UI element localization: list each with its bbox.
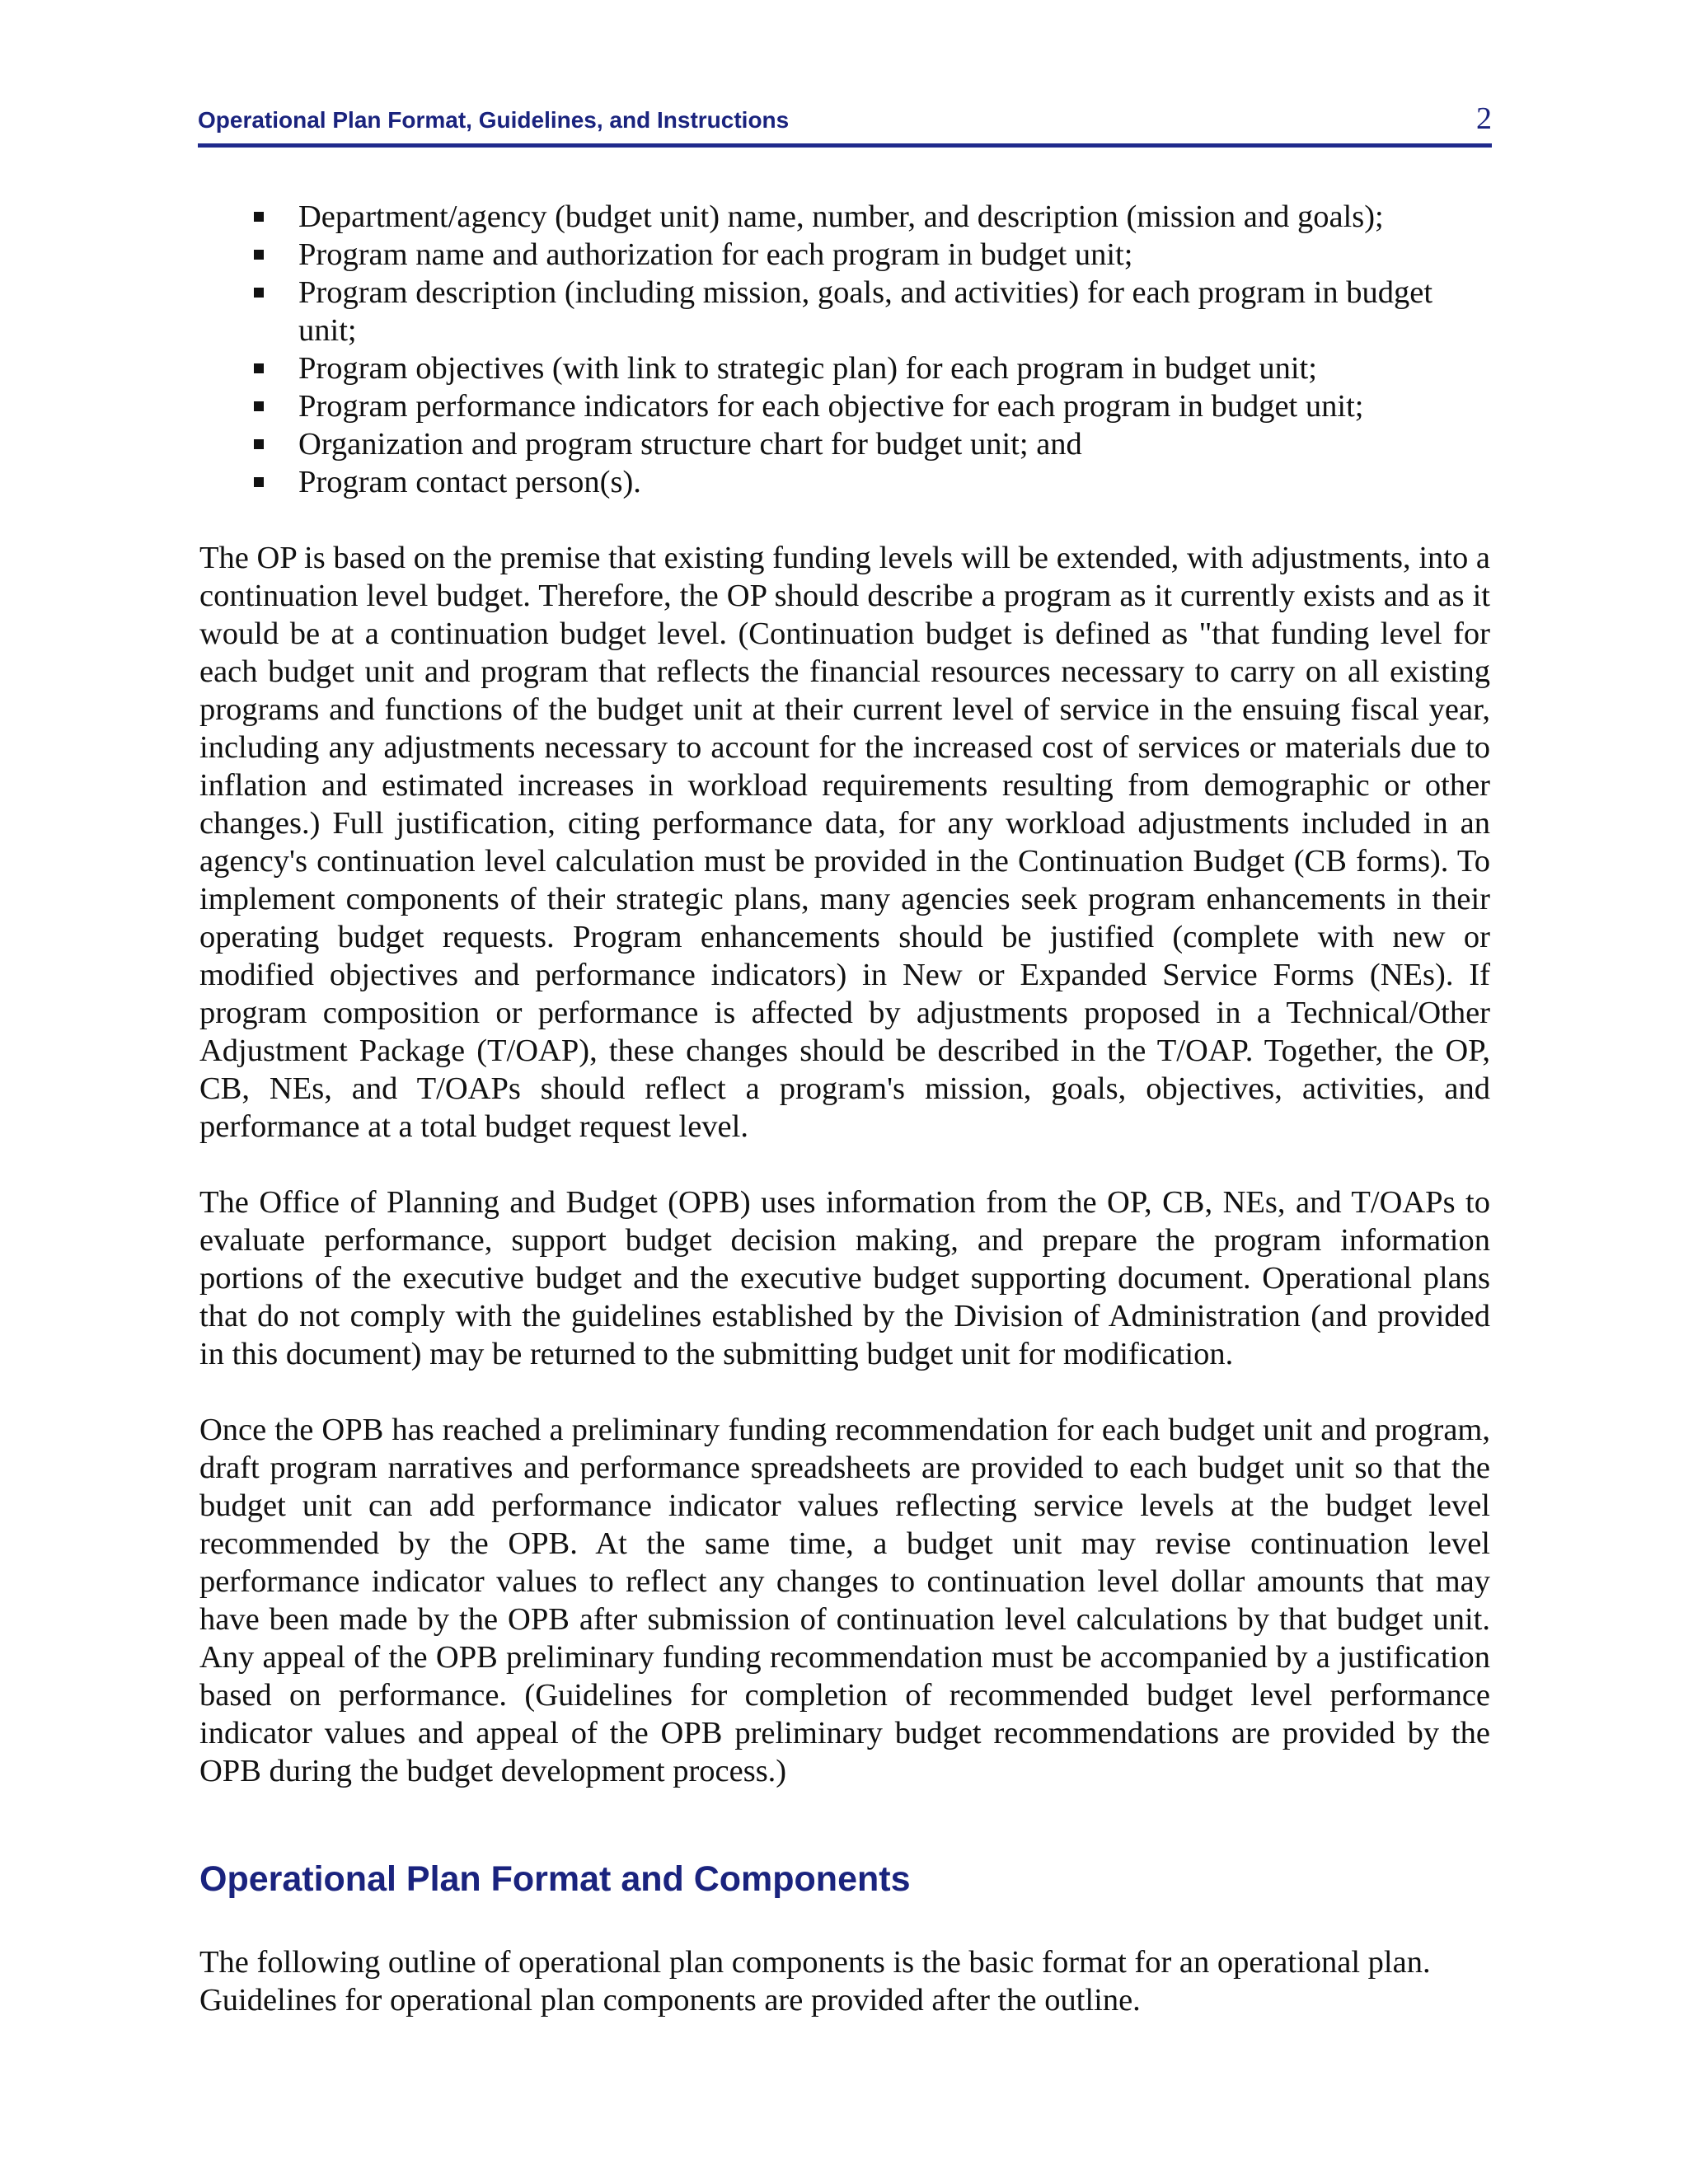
list-item-text: Program objectives (with link to strategic plan) for each program in budget unit; bbox=[298, 351, 1317, 386]
list-item bbox=[199, 349, 1490, 387]
list-item bbox=[199, 463, 1490, 501]
list-item bbox=[199, 236, 1490, 274]
paragraph-op-premise: The OP is based on the premise that existing funding levels will be extended, with adjustments, into a continuation level budget. Therefore, the OP should describe a program as it currently exists and as it would be at a continuation budget level. (Continuation budget is defined as "that funding level for each budget unit and program that reflects the financial resources necessary to carry on all existing programs and functions of the budget unit at their current level of service in the ensuing fiscal year, including any adjustments necessary to account for the increased cost of services or materials due to inflation and estimated increases in workload requirements resulting from demographic or other changes.) Full justification, citing performance data, for any workload adjustments included in an agency's continuation level calculation must be provided in the Continuation Budget (CB forms). To implement components of their strategic plans, many agencies seek program enhancements in their operating budget requests. Program enhancements should be justified (complete with new or modified objectives and performance indicators) in New or Expanded Service Forms (NEs). If program composition or performance is affected by adjustments proposed in a Technical/Other Adjustment Package (T/OAP), these changes should be described in the T/OAP. Together, the OP, CB, NEs, and T/OAPs should reflect a program's mission, goals, objectives, activities, and performance at a total budget request level. bbox=[199, 541, 1490, 1144]
header-title: Operational Plan Format, Guidelines, and Instructions bbox=[198, 107, 790, 133]
list-item-text: Program contact person(s). bbox=[298, 465, 641, 499]
list-item-text: Program name and authorization for each program in budget unit; bbox=[298, 237, 1133, 272]
square-bullet-icon bbox=[254, 439, 264, 449]
list-item bbox=[199, 425, 1490, 463]
list-item-text: Program performance indicators for each objective for each program in budget unit; bbox=[298, 389, 1364, 424]
list-item-text: Organization and program structure chart for budget unit; and bbox=[298, 427, 1082, 462]
paragraph-preliminary-recommendation: Once the OPB has reached a preliminary funding recommendation for each budget unit and program, draft program narratives and performance spreadsheets are provided to each budget unit so that the budget unit can add performance indicator values reflecting service levels at the budget level recommended by the OPB. At the same time, a budget unit may revise continuation level performance indicator values to reflect any changes to continuation level dollar amounts that may have been made by the OPB after submission of continuation level calculations by that budget unit. Any appeal of the OPB preliminary funding recommendation must be accompanied by a justification based on performance. (Guidelines for completion of recommended budget level performance indicator values and appeal of the OPB preliminary budget recommendations are provided by the OPB during the budget development process.) bbox=[199, 1413, 1490, 1788]
requirements-list bbox=[199, 198, 1490, 501]
list-item bbox=[199, 274, 1490, 349]
list-item-text: Program description (including mission, goals, and activities) for each program in budget unit; bbox=[298, 275, 1433, 348]
page-number: 2 bbox=[1476, 101, 1492, 136]
square-bullet-icon bbox=[254, 401, 264, 411]
paragraph-opb-usage: The Office of Planning and Budget (OPB) uses information from the OP, CB, NEs, and T/OAPs to evaluate performance, support budget decision making, and prepare the program information portions of the executive budget and the executive budget supporting document. Operational plans that do not comply with the guidelines established by the Division of Administration (and provided in this document) may be returned to the submitting budget unit for modification. bbox=[199, 1185, 1490, 1371]
list-item bbox=[199, 198, 1490, 236]
paragraph-outline-intro: The following outline of operational plan components is the basic format for an operational plan. Guidelines for operational plan components are provided after the outline. bbox=[199, 1945, 1431, 2018]
square-bullet-icon bbox=[254, 477, 264, 487]
page-header bbox=[198, 101, 1492, 148]
document-body bbox=[199, 198, 1490, 2057]
square-bullet-icon bbox=[254, 212, 264, 222]
square-bullet-icon bbox=[254, 250, 264, 260]
section-heading: Operational Plan Format and Components bbox=[199, 1859, 911, 1899]
square-bullet-icon bbox=[254, 363, 264, 373]
list-item-text: Department/agency (budget unit) name, number, and description (mission and goals); bbox=[298, 199, 1384, 234]
square-bullet-icon bbox=[254, 288, 264, 298]
list-item bbox=[199, 387, 1490, 425]
